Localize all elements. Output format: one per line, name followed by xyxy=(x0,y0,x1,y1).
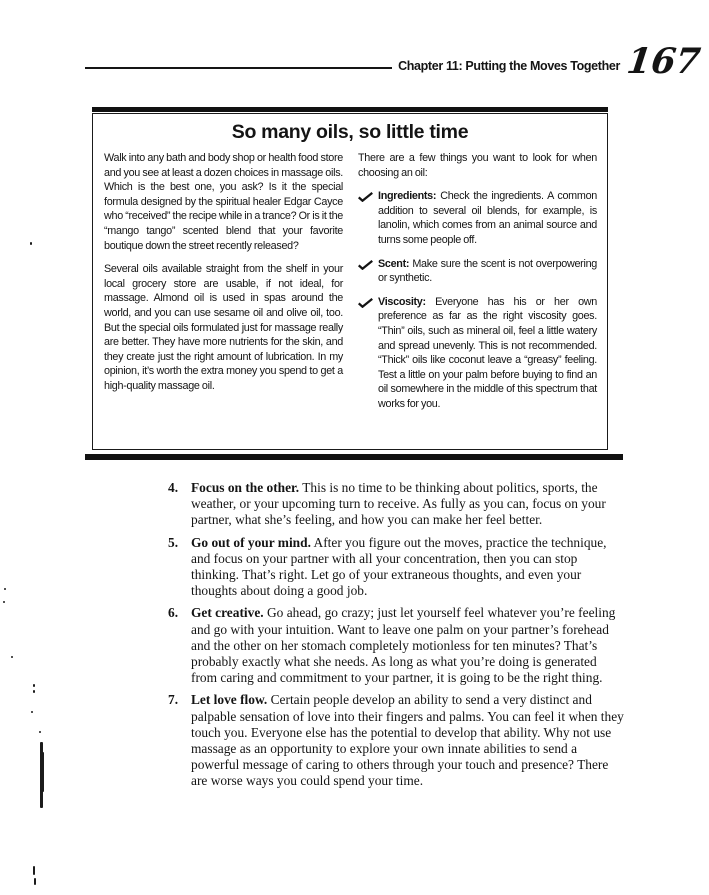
step-number: 7. xyxy=(168,692,179,708)
chapter-title: Chapter 11: Putting the Moves Together xyxy=(398,58,620,73)
scan-artifact xyxy=(4,588,6,590)
scan-artifact xyxy=(3,601,5,603)
step-text: Focus on the other. This is no time to be thinking about politics, sports, the weather, or your upcoming turn to receive. As fully as you can, focus on your partner, what she’s feeling, and how you can make her feel better. xyxy=(191,480,606,528)
scan-artifact xyxy=(33,684,35,687)
sidebar-title: So many oils, so little time xyxy=(231,121,469,143)
list-item xyxy=(358,189,597,247)
sidebar-paragraph: Several oils available straight from the shelf in your local grocery store are usable, if not ideal, for massage. Almond oil is used in spas around the world, and you can use sesame oil and olive oil, too. But the special oils formulated just for massage really are better. They have more nutrients for the skin, and they create just the right amount of lubrication. In my opinion, it’s worth the extra money you spend to get a high-quality massage oil. xyxy=(104,263,343,392)
sidebar-intro: There are a few things you want to look for when choosing an oil: xyxy=(358,152,597,179)
bullet-text: Ingredients: Check the ingredients. A common addition to several oil blends, for example, is lanolin, which comes from an animal source and turns some people off. xyxy=(378,190,597,246)
step-lead: Go out of your mind. xyxy=(191,534,311,550)
step-text: Let love flow. Certain people develop an ability to send a very distinct and palpable sensation of love into their fingers and palms. You can feel it when they touch you. Everyone else has the potential to develop that ability. Why not use massage as an opportunity to explore your own innate abilities to send a powerful message of caring to others through your touch and presence? There are worse ways you could spend your time. xyxy=(191,692,624,789)
running-head xyxy=(85,46,620,72)
list-item xyxy=(168,535,626,600)
scan-artifact xyxy=(30,242,32,245)
list-item xyxy=(168,605,626,686)
step-text: Go out of your mind. After you figure out the moves, practice the technique, and focus on your partner with all your concentration, then you can stop thinking. That’s right. Let go of your extraneous thoughts, and even your thoughts about doing a good job. xyxy=(191,534,607,599)
bullet-text: Scent: Make sure the scent is not overpowering or synthetic. xyxy=(378,257,597,285)
sidebar-paragraph: Walk into any bath and body shop or health food store and you see at least a dozen choices in massage oils. Which is the best one, you ask? Is it the special formula designed by the spiritual healer Edgar Cayce who “received” the recipe while in a trance? Or is it the “mango tango” scented blend that your favorite boutique down the street recently released? xyxy=(104,152,343,252)
sidebar-box xyxy=(92,113,608,450)
scan-artifact xyxy=(33,690,35,693)
checkmark-icon xyxy=(358,298,373,308)
bullet-text: Viscosity: Everyone has his or her own preference as far as the right viscosity goes. “Thin” oils, such as mineral oil, feel a little watery and spread unevenly. This is not recommended. “Thick” oils like coconut leave a “greasy” feeling. Test a little on your palm before buying to find an oil somewhere in the middle of this spectrum that works for you. xyxy=(378,295,597,410)
sidebar-right-column xyxy=(358,151,597,412)
list-item xyxy=(168,480,626,529)
bullet-label: Scent: xyxy=(378,257,410,270)
step-text: Get creative. Go ahead, go crazy; just let yourself feel whatever you’re feeling and go with your intuition. Want to leave one palm on your partner’s forehead and the other on her stomach completely motionless for ten minutes? That’s probably exactly what she needs. As long as what you’re doing is generated from caring and commitment to your partner, it is going to be the right thing. xyxy=(191,605,616,686)
step-number: 6. xyxy=(168,605,179,621)
checkmark-icon xyxy=(358,260,373,270)
sidebar-left-column xyxy=(104,151,343,412)
scan-artifact xyxy=(39,731,41,733)
scan-artifact xyxy=(31,711,33,713)
header-rule xyxy=(85,67,392,69)
page-number: 167 xyxy=(624,41,703,82)
list-item xyxy=(358,257,597,286)
bullet-label: Ingredients: xyxy=(378,190,437,203)
sidebar-top-bar xyxy=(92,107,608,112)
list-item xyxy=(168,692,626,789)
scan-artifact xyxy=(33,866,35,875)
step-number: 5. xyxy=(168,534,179,550)
sidebar-columns xyxy=(93,144,607,412)
numbered-list xyxy=(168,480,626,796)
scan-artifact xyxy=(34,878,36,885)
bullet-label: Viscosity: xyxy=(378,295,426,308)
scan-artifact xyxy=(42,752,44,792)
list-item xyxy=(358,295,597,412)
scan-artifact xyxy=(11,656,13,658)
step-lead: Get creative. xyxy=(191,605,264,621)
step-lead: Let love flow. xyxy=(191,692,268,708)
checkmark-icon xyxy=(358,192,373,202)
sidebar-bottom-bar xyxy=(85,454,623,460)
step-lead: Focus on the other. xyxy=(191,480,300,495)
step-number: 4. xyxy=(168,480,179,495)
